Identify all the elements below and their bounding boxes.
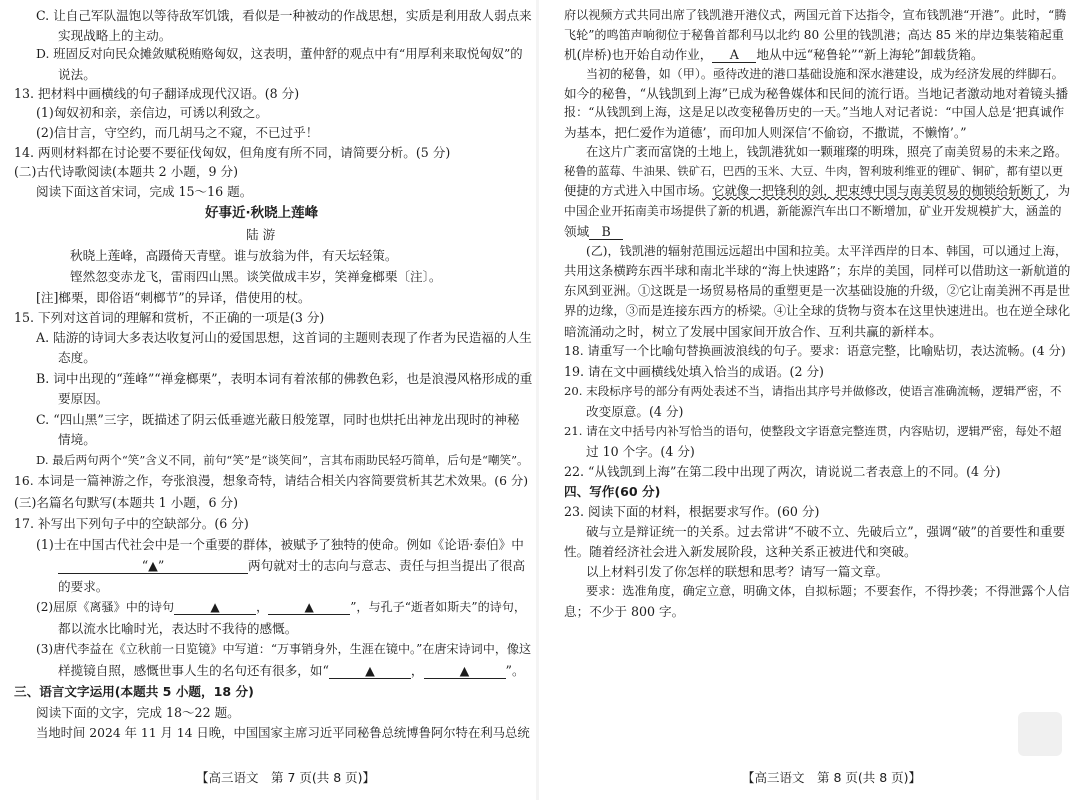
question-13-item-2: (2)信甘言，守空约，而几胡马之不窥，不已过乎！ <box>36 125 319 140</box>
passage-line: 机(岸桥)也开始自动作业， A 地从中远“秘鲁轮”“新上海轮”卸载货箱。 <box>564 47 984 62</box>
section-poetry-heading: (二)古代诗歌阅读(本题共 2 小题，9 分) <box>14 164 239 179</box>
writing-material-line2: 性。随着经济社会进入新发展阶段，这种关系正被进代和突破。 <box>564 544 917 559</box>
passage-line: 暗流涌动之时，树立了发展中国家间开放合作、互利共赢的新样本。 <box>564 324 942 339</box>
answer-blank[interactable]: ▲ <box>329 664 411 679</box>
writing-requirements-line2: 息；不少于 800 字。 <box>564 604 685 619</box>
scroll-to-top-button[interactable] <box>1018 712 1062 756</box>
passage-line: 当初的秘鲁，如（甲）。亟待改进的港口基础设施和深水港建设，成为经济发展的绊脚石。 <box>586 67 1064 81</box>
poem-note: [注]榔栗，即俗语“刺榔节”的异译，借使用的杖。 <box>36 290 311 305</box>
wavy-underlined-sentence: 它就像一把锋利的剑，把束缚中国与南美贸易的枷锁给斩断了 <box>712 184 1046 198</box>
passage-line: 共用这条横跨东西半球和南北半球的“海上快速路”；东岸的美国，同样可以借助这一新航道的 <box>564 264 1071 278</box>
section-dictation-heading: (三)名篇名句默写(本题共 1 小题，6 分) <box>14 495 239 510</box>
question-20-line1: 20. 末段标序号的部分有两处表述不当，请指出其序号并做修改，使语言准确流畅，逻辑严密，不 <box>564 384 1062 398</box>
option-c-line2: 实现战略上的主动。 <box>58 28 172 43</box>
question-21-line2: 过 10 个字。(4 分) <box>586 444 695 459</box>
poem-author: 陆 游 <box>246 227 276 242</box>
question-13: 13. 把材料中画横线的句子翻译成现代汉语。(8 分) <box>14 86 300 101</box>
question-22: 22. “从钱凯到上海”在第二段中出现了两次，请说说二者表意上的不同。(4 分) <box>564 464 1001 479</box>
q15-option-d: D. 最后两句两个“笑”含义不同，前句“笑”是“谈笑间”，言其布雨助民轻巧简单，后句是“嘲笑”。 <box>36 453 529 467</box>
passage-line: 报：“从钱凯到上海，这是足以改变秘鲁历史的一天。”当地人对记者说：“中国人总是‘把真诚作 <box>564 105 1065 119</box>
language-instruction: 阅读下面的文字，完成 18～22 题。 <box>36 705 240 720</box>
option-d-line1: D. 班固反对向民众摊敛赋税贿赂匈奴，这表明，董仲舒的观点中有“用厚利来取悦匈奴”的 <box>36 47 523 61</box>
q17-item-1-line2: “▲” 两句就对士的志向与意志、责任与担当提出了很高 <box>58 556 525 575</box>
poem-title: 好事近·秋晓上莲峰 <box>205 205 319 221</box>
option-c-line1: C. 让自己军队温饱以等待敌军饥饿，看似是一种被动的作战思想，实质是利用敌人弱点来 <box>36 8 532 23</box>
passage-line: 便捷的方式进入中国市场。它就像一把锋利的剑，把束缚中国与南美贸易的枷锁给斩断了，为 <box>564 184 1071 198</box>
poem-line-2: 铿然忽变赤龙飞，雷雨四山黑。谈笑做成丰岁，笑禅龛榔栗〔注〕。 <box>70 269 442 284</box>
q17-item-2-line2: 都以流水比喻时光，表达时不我待的感慨。 <box>58 621 298 636</box>
passage-line: 东风到亚洲。①这既是一场贸易格局的重塑更是一次基础设施的升级，②它让南美洲不再是世 <box>564 284 1071 298</box>
writing-prompt: 以上材料引发了你怎样的联想和思考？请写一篇文章。 <box>586 564 889 579</box>
answer-blank-a[interactable]: A <box>712 48 756 63</box>
question-14: 14. 两则材料都在讨论要不要征伐匈奴，但角度有所不同，请简要分析。(5 分) <box>14 145 451 160</box>
page-7 <box>0 0 538 800</box>
answer-blank[interactable]: ▲ <box>174 600 256 615</box>
q17-item-3-line2: 样揽镜自照，感慨世事人生的名句还有很多，如“ ▲ ， ▲ ”。 <box>58 663 525 678</box>
question-23: 23. 阅读下面的材料，根据要求写作。(60 分) <box>564 504 820 519</box>
passage-line: 飞轮”的鸣笛声响彻位于秘鲁首都利马以北约 80 公里的钱凯港；高达 85 米的岸边集装箱起重 <box>564 28 1064 42</box>
q15-option-a-line1: A. 陆游的诗词大多表达收复河山的爱国思想，这首词的主题则表现了作者为民造福的人生 <box>36 330 532 345</box>
question-20-line2: 改变原意。(4 分) <box>586 404 684 419</box>
question-17: 17. 补写出下列句子中的空缺部分。(6 分) <box>14 516 249 531</box>
poem-line-1: 秋晓上莲峰，高蹑倚天青壁。谁与放翁为伴，有天坛轻策。 <box>70 248 398 263</box>
writing-requirements-line1: 要求：选准角度，确定立意，明确文体，自拟标题；不要套作，不得抄袭；不得泄露个人信 <box>586 584 1070 598</box>
answer-blank[interactable]: “▲” <box>58 559 248 574</box>
question-15: 15. 下列对这首词的理解和赏析，不正确的一项是(3 分) <box>14 310 325 325</box>
page-footer: 【高三语文 第 8 页(共 8 页)】 <box>742 770 922 785</box>
passage-line: 府以视频方式共同出席了钱凯港开港仪式，两国元首下达指令，宣布钱凯港“开港”。此时，“腾 <box>564 8 1067 22</box>
passage-line-1: 当地时间 2024 年 11 月 14 日晚，中国国家主席习近平同秘鲁总统博鲁阿尔特在利马总统 <box>36 726 530 740</box>
q17-item-1-line3: 的要求。 <box>58 579 109 594</box>
passage-line: 界的边缘，③而是连接东西方的桥梁。④让全球的货物与资本在这里快速进出。也在逆全球化 <box>564 304 1071 318</box>
q15-option-c-line1: C. “四山黑”三字，既描述了阴云低垂遮光蔽日般笼罩，同时也烘托出神龙出现时的神秘 <box>36 412 520 427</box>
passage-line: (乙)，钱凯港的辐射范围远远超出中国和拉美。太平洋西岸的日本、韩国，可以通过上海， <box>586 244 1068 258</box>
page-footer: 【高三语文 第 7 页(共 8 页)】 <box>196 770 376 785</box>
passage-line: 在这片广袤而富饶的土地上，钱凯港犹如一颗璀璨的明珠，照亮了南美贸易的未来之路。 <box>586 145 1068 159</box>
question-19: 19. 请在文中画横线处填入恰当的成语。(2 分) <box>564 364 824 379</box>
q15-option-c-line2: 情境。 <box>58 432 96 447</box>
option-d-line2: 说法。 <box>58 67 96 82</box>
section-language-heading: 三、语言文字运用(本题共 5 小题，18 分) <box>14 684 254 699</box>
answer-blank-b[interactable]: B <box>589 225 623 240</box>
passage-line: 如今的秘鲁，“从钱凯到上海”已成为秘鲁媒体和民间的流行语。当地记者激动地对着镜头播 <box>564 86 1069 101</box>
question-18: 18. 请重写一个比喻句替换画波浪线的句子。要求：语意完整，比喻贴切，表达流畅。(4 分) <box>564 344 1066 358</box>
question-21-line1: 21. 请在文中括号内补写恰当的语句，使整段文字语意完整连贯，内容贴切，逻辑严密，每处不超 <box>564 424 1062 438</box>
q15-option-b-line2: 要原因。 <box>58 391 109 406</box>
q17-item-1-line1: (1)士在中国古代社会中是一个重要的群体，被赋予了独特的使命。例如《论语·泰伯》中 <box>36 537 524 552</box>
question-13-item-1: (1)匈奴初和亲，亲信边，可诱以利致之。 <box>36 105 268 120</box>
page-8 <box>538 0 1077 800</box>
section-writing-heading: 四、写作(60 分) <box>564 484 661 499</box>
q17-item-3-line1: (3)唐代李益在《立秋前一日览镜》中写道：“万事销身外，生涯在镜中。”在唐宋诗词中，像这 <box>36 642 532 656</box>
q15-option-a-line2: 态度。 <box>58 350 96 365</box>
passage-line: 中国企业开拓南美市场提供了新的机遇，新能源汽车出口不断增加，矿业开发规模扩大，涵盖的 <box>564 204 1062 218</box>
passage-line: 秘鲁的蓝莓、牛油果、铁矿石，巴西的玉米、大豆、牛肉，智利玻利维亚的锂矿、铜矿，都有望以更 <box>564 164 1064 178</box>
q15-option-b-line1: B. 词中出现的“莲峰”“禅龛榔栗”，表明本词有着浓郁的佛教色彩，也是浪漫风格形成的重 <box>36 371 533 386</box>
passage-line: 领域 B <box>564 222 623 241</box>
poetry-instruction: 阅读下面这首宋词，完成 15～16 题。 <box>36 184 253 199</box>
passage-line: 为基本，把仁爱作为道德’，而印加人则深信‘不偷窃，不撒谎，不懒惰’。” <box>564 125 967 140</box>
answer-blank[interactable]: ▲ <box>424 664 506 679</box>
answer-blank[interactable]: ▲ <box>268 600 350 615</box>
writing-material-line1: 破与立是辩证统一的关系。过去常讲“不破不立、先破后立”，强调“破”的首要性和重要 <box>586 524 1066 539</box>
question-16: 16. 本词是一篇神游之作，夸张浪漫，想象奇特，请结合相关内容简要赏析其艺术效果。(6 分) <box>14 474 529 488</box>
q17-item-2-line1: (2)屈原《离骚》中的诗句 ▲ ， ▲ ”，与孔子“逝者如斯夫”的诗句， <box>36 600 526 614</box>
